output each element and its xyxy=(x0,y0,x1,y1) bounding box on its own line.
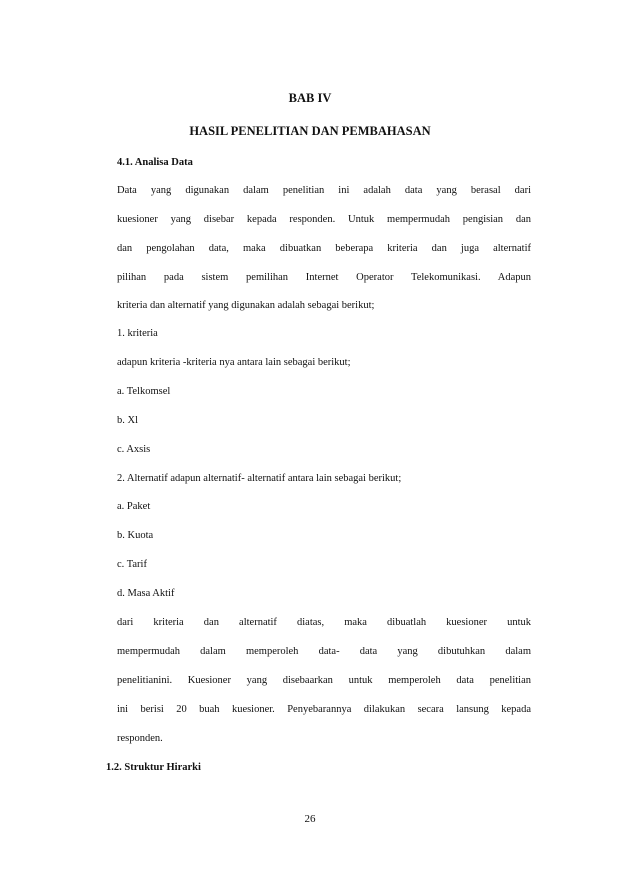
paragraph-line: Data yang digunakan dalam penelitian ini adalah data yang berasal dari xyxy=(117,185,531,196)
paragraph-line: mempermudah dalam memperoleh data- data yang dibutuhkan dalam xyxy=(117,646,531,657)
list-item: a. Paket xyxy=(117,501,151,512)
section-heading-analisa-data: 4.1. Analisa Data xyxy=(117,157,193,168)
list-intro: adapun kriteria -kriteria nya antara lain sebagai berikut; xyxy=(117,357,351,368)
list-heading-kriteria: 1. kriteria xyxy=(117,328,158,339)
paragraph-line: responden. xyxy=(117,733,163,744)
chapter-title: HASIL PENELITIAN DAN PEMBAHASAN xyxy=(189,124,431,138)
list-item: d. Masa Aktif xyxy=(117,588,175,599)
page-number: 26 xyxy=(304,813,316,825)
list-item: a. Telkomsel xyxy=(117,386,171,397)
paragraph-line: kuesioner yang disebar kepada responden. Untuk mempermudah pengisian dan xyxy=(117,214,531,225)
paragraph-line: pilihan pada sistem pemilihan Internet Operator Telekomunikasi. Adapun xyxy=(117,272,531,283)
paragraph-line: dan pengolahan data, maka dibuatkan beberapa kriteria dan juga alternatif xyxy=(117,243,531,254)
list-item: b. Kuota xyxy=(117,530,154,541)
paragraph-line: dari kriteria dan alternatif diatas, maka dibuatlah kuesioner untuk xyxy=(117,617,531,628)
paragraph-line: ini berisi 20 buah kuesioner. Penyebarannya dilakukan secara lansung kepada xyxy=(117,704,531,715)
list-item: c. Axsis xyxy=(117,444,151,455)
list-heading-alternatif: 2. Alternatif adapun alternatif- alternatif antara lain sebagai berikut; xyxy=(117,473,402,484)
list-item: b. Xl xyxy=(117,415,138,426)
chapter-label: BAB IV xyxy=(288,91,332,105)
paragraph-line: penelitianini. Kuesioner yang disebaarkan untuk memperoleh data penelitian xyxy=(117,675,531,686)
section-heading-struktur-hirarki: 1.2. Struktur Hirarki xyxy=(106,762,201,773)
paragraph-line: kriteria dan alternatif yang digunakan adalah sebagai berikut; xyxy=(117,300,375,311)
list-item: c. Tarif xyxy=(117,559,147,570)
